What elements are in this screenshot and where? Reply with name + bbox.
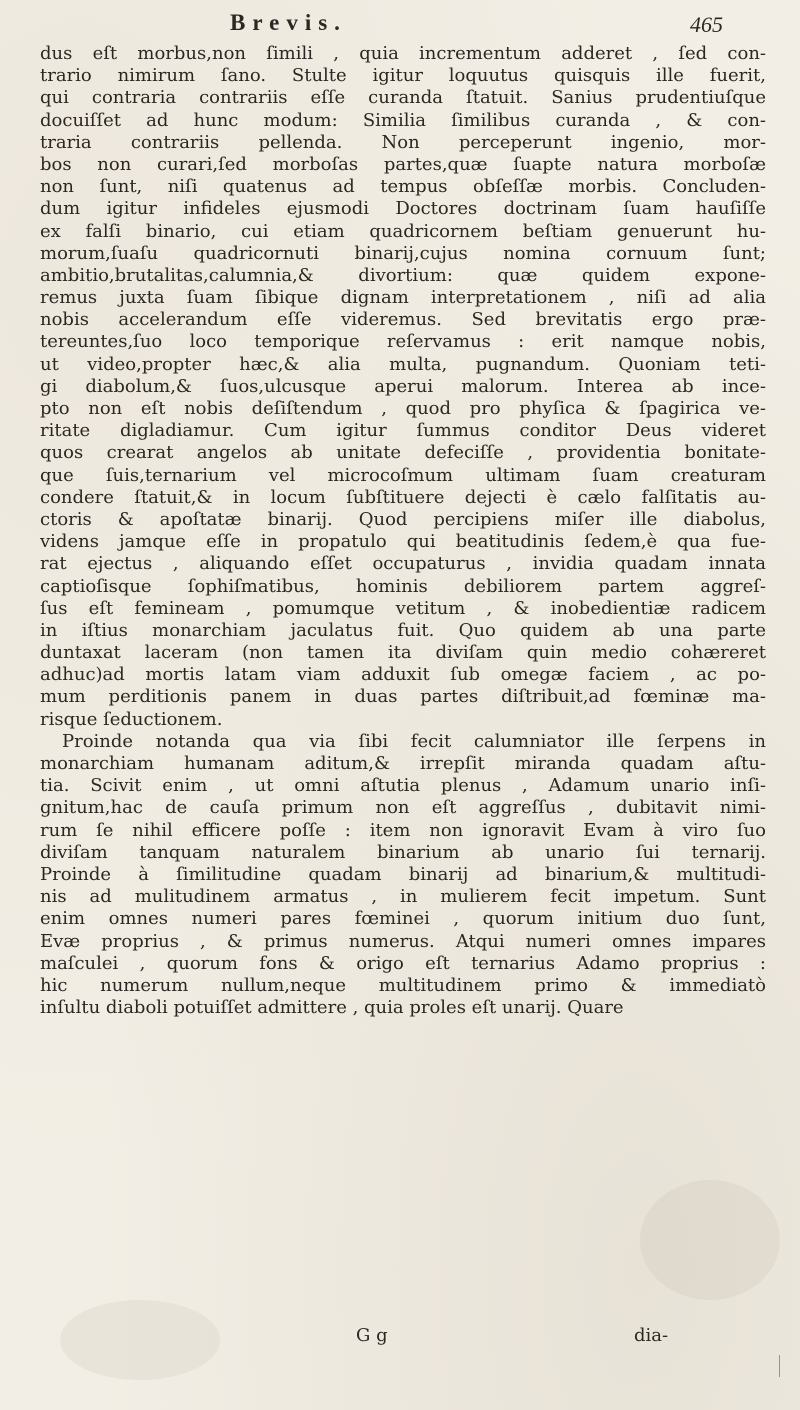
text-line: inſultu diaboli potuiſſet admittere , quia proles eſt unarij. Quare (40, 997, 624, 1019)
text-line: pto non eſt nobis deſiſtendum , quod pro phyſica & ſpagirica ve- (40, 398, 766, 419)
text-line: ambitio,brutalitas,calumnia,& divortium: quæ quidem expone- (40, 264, 766, 286)
text-line: duntaxat laceram (non tamen ita diviſam quin medio cohæreret (40, 642, 766, 664)
text-line: videns jamque eſſe in propatulo qui beatitudinis ſedem,è qua fue- (40, 531, 766, 553)
text-line: ſus eſt femineam , pomumque vetitum , & inobedientiæ radicem (40, 597, 766, 619)
text-line: remus juxta ſuam ſibique dignam interpretationem , niſi ad alia (40, 287, 766, 309)
text-line: tereuntes,ſuo loco temporique reſervamus : erit namque nobis, (40, 331, 766, 353)
text-line: diviſam tanquam naturalem binarium ab unario ſui ternarij. (40, 841, 766, 863)
text-line: nobis accelerandum eſſe videremus. Sed brevitatis ergo præ- (40, 309, 766, 331)
text-line: gi diabolum,& ſuos,ulcusque aperui malorum. Interea ab ince- (40, 375, 766, 397)
body-text (40, 43, 766, 1019)
text-line: monarchiam humanam aditum,& irrepſit miranda quadam aſtu- (40, 753, 766, 774)
text-line: non ſunt, niſi quatenus ad tempus obſeſſæ morbis. Concluden- (40, 176, 766, 198)
paragraph (40, 731, 766, 1019)
text-line: mum perditionis panem in duas partes diſtribuit,ad fœminæ ma- (40, 686, 766, 708)
text-line: enim omnes numeri pares fœminei , quorum initium duo ſunt, (40, 908, 766, 930)
text-line: que ſuis,ternarium vel microcoſmum ultimam ſuam creaturam (40, 464, 766, 486)
text-line: dum igitur infideles ejusmodi Doctores doctrinam ſuam hauſiſſe (40, 198, 766, 220)
text-line: Evæ proprius , & primus numerus. Atqui numeri omnes impares (40, 930, 766, 952)
text-line: dus eſt morbus,non ſimili , quia incrementum adderet , ſed con- (40, 43, 766, 64)
text-line: rum ſe nihil efficere poſſe : item non ignoravit Evam à viro ſuo (40, 819, 766, 841)
paper-stain (640, 1180, 780, 1300)
text-line: nis ad mulitudinem armatus , in mulierem fecit impetum. Sunt (40, 886, 766, 908)
text-line: trario nimirum ſano. Stulte igitur loquutus quisquis ille fuerit, (40, 65, 766, 87)
page-number: 465 (690, 12, 723, 37)
text-line: Proinde à ſimilitudine quadam binarij ad binarium,& multitudi- (40, 863, 766, 885)
text-line: in iſtius monarchiam jaculatus fuit. Quo quidem ab una parte (40, 619, 766, 641)
text-line: rat ejectus , aliquando eſſet occupaturus , invidia quadam innata (40, 553, 766, 575)
text-line: Proinde notanda qua via ſibi fecit calumniator ille ſerpens in (62, 730, 766, 752)
text-line: condere ſtatuit,& in locum ſubſtituere dejecti è cælo falſitatis au- (40, 486, 766, 508)
text-line: ut video,propter hæc,& alia multa, pugnandum. Quoniam teti- (40, 353, 766, 375)
text-line: maſculei , quorum fons & origo eſt ternarius Adamo proprius : (40, 952, 766, 974)
text-line: risque ſeductionem. (40, 708, 223, 730)
text-line: captioſisque ſophiſmatibus, hominis debiliorem partem aggreſ- (40, 575, 766, 597)
catchword: dia- (634, 1325, 669, 1346)
text-line: gnitum,hac de cauſa primum non eſt aggreſſus , dubitavit nimi- (40, 797, 766, 819)
margin-mark (779, 1355, 780, 1377)
text-line: ritate digladiamur. Cum igitur ſummus conditor Deus videret (40, 420, 766, 442)
text-line: ctoris & apoſtatæ binarij. Quod percipiens miſer ille diabolus, (40, 508, 766, 530)
text-line: ex falſi binario, cui etiam quadricornem beſtiam genuerunt hu- (40, 220, 766, 242)
page-footer (0, 1325, 800, 1351)
text-line: morum,ſuaſu quadricornuti binarij,cujus nomina cornuum ſunt; (40, 242, 766, 264)
text-line: traria contrariis pellenda. Non perceperunt ingenio, mor- (40, 131, 766, 153)
text-line: hic numerum nullum,neque multitudinem primo & immediatò (40, 974, 766, 996)
text-line: bos non curari,ſed morboſas partes,quæ ſuapte natura morboſæ (40, 153, 766, 175)
signature-mark: G g (356, 1325, 388, 1346)
text-line: tia. Scivit enim , ut omni aſtutia plenus , Adamum unario inſi- (40, 775, 766, 797)
page-header (0, 6, 800, 46)
text-line: quos crearat angelos ab unitate defeciſſe , providentia bonitate- (40, 442, 766, 464)
paragraph (40, 43, 766, 731)
text-line: adhuc)ad mortis latam viam adduxit ſub omegæ faciem , ac po- (40, 664, 766, 686)
running-head: Brevis. (230, 10, 347, 35)
text-line: qui contraria contrariis eſſe curanda ſtatuit. Sanius prudentiuſque (40, 87, 766, 109)
text-line: docuiſſet ad hunc modum: Similia ſimilibus curanda , & con- (40, 109, 766, 131)
